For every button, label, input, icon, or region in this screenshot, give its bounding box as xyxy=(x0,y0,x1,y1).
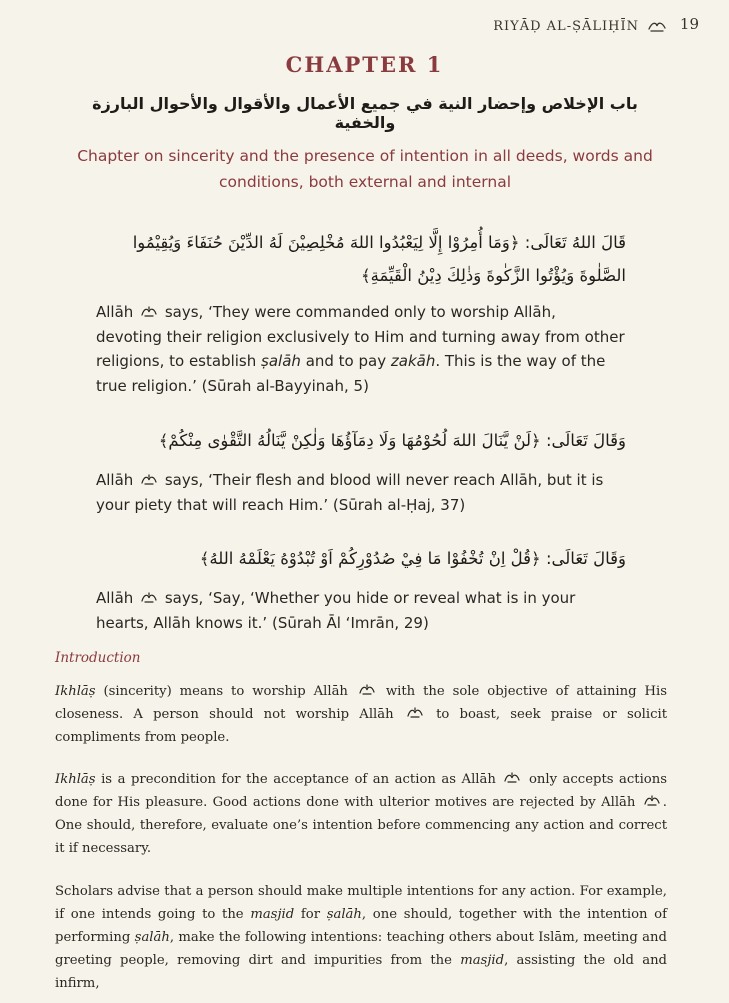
verse-3-arabic: وَقَالَ تَعَالَى: ﴿قُلْ اِنْ تُخْفُوْا مَا فِيْ صُدُوْرِكُمْ اَوْ تُبْدُوْهُ يَعْلَمْهُ اللهُ﴾ xyxy=(199,549,626,568)
paragraph-text: , make the following intentions: teaching others about Islām, meeting and greeting people, removing dirt and impurities from the xyxy=(55,930,667,968)
honorific-icon xyxy=(643,795,661,807)
term-masjid: masjid xyxy=(250,907,295,922)
introduction-heading: Introduction xyxy=(55,650,141,666)
paragraph-text: (sincerity) means to worship Allāh xyxy=(103,684,348,699)
translation-text: says, ‘They were commanded only to worship Allāh, devoting their religion exclusively to Him and turning away from other religions, to establish xyxy=(96,303,625,370)
paragraph-text: Scholars advise that a person should make multiple intentions for any action. For example, if one intends going to the xyxy=(55,884,667,922)
verse-2-arabic: وَقَالَ تَعَالَى: ﴿لَنْ يَّنَالَ اللهَ لُحُوْمُهَا وَلَا دِمَآؤُهَا وَلٰكِنْ يَّنَالُهُ التَّقْوٰى مِنْكُمْ﴾ xyxy=(158,431,626,450)
verse-1-translation xyxy=(96,300,626,398)
verse-3-translation xyxy=(96,586,626,635)
running-title: RIYĀḌ AL-ṢĀLIḤĪN xyxy=(493,18,639,34)
honorific-icon xyxy=(503,772,521,784)
chapter-subtitle: Chapter on sincerity and the presence of intention in all deeds, words and conditions, both external and internal xyxy=(77,147,653,191)
translation-text: says, ‘Say, ‘Whether you hide or reveal what is in your hearts, Allāh knows it.’ (Sūrah Āl ‘Imrān, 29) xyxy=(96,589,576,632)
honorific-icon xyxy=(358,684,376,696)
introduction-paragraph-2 xyxy=(55,768,667,860)
allah-text: Allāh xyxy=(96,303,134,321)
paragraph-text: for xyxy=(300,907,321,922)
translation-text: says, ‘Their flesh and blood will never reach Allāh, but it is your piety that will reach Him.’ (Sūrah al-Ḥaj, 37) xyxy=(96,471,604,514)
paragraph-text: is a precondition for the acceptance of an action as Allāh xyxy=(101,772,496,787)
paragraph-text: , one should, together with the intention of performing xyxy=(55,907,667,945)
introduction-paragraph-1 xyxy=(55,680,667,749)
honorific-icon xyxy=(140,306,158,318)
translation-text: . This is the way of the true religion.’ (Sūrah al-Bayyinah, 5) xyxy=(96,352,606,395)
paragraph-text: only accepts actions done for His pleasure. Good actions done with ulterior motives are rejected by Allāh xyxy=(55,772,667,810)
paragraph-text: to boast, seek praise or solicit compliments from people. xyxy=(55,707,667,745)
paragraph-text: with the sole objective of attaining His closeness. A person should not worship Allāh xyxy=(55,684,668,722)
honorific-icon xyxy=(406,707,424,719)
calligraphy-seal-icon xyxy=(647,19,667,33)
chapter-arabic-title: باب الإخلاص وإحضار النية في جميع الأعمال والأقوال والأحوال البارزة والخفية xyxy=(92,94,638,132)
translation-text: and to pay xyxy=(305,352,387,370)
verse-2-translation xyxy=(96,468,626,517)
term-masjid: masjid xyxy=(460,953,505,968)
chapter-title: CHAPTER 1 xyxy=(285,52,444,77)
honorific-icon xyxy=(140,474,158,486)
term-ikhlas: Ikhlāṣ xyxy=(55,684,96,699)
introduction-paragraph-3 xyxy=(55,880,667,995)
paragraph-text: , assisting the old and infirm, xyxy=(55,953,668,991)
term-salah: ṣalāh xyxy=(326,907,362,922)
honorific-icon xyxy=(140,592,158,604)
allah-text: Allāh xyxy=(96,471,134,489)
term-salah: ṣalāh xyxy=(134,930,170,945)
page-number: 19 xyxy=(679,15,699,33)
running-head xyxy=(493,14,667,38)
term-zakah: zakāh xyxy=(390,352,436,370)
term-salah: ṣalāh xyxy=(261,352,301,370)
term-ikhlas: Ikhlāṣ xyxy=(55,772,96,787)
allah-text: Allāh xyxy=(96,589,134,607)
verse-1-arabic: قَالَ اللهُ تَعَالَى: ﴿وَمَا أُمِرُوْا إِلَّا لِيَعْبُدُوا اللهَ مُخْلِصِيْنَ لَهُ الدِّيْنَ حُنَفَاءَ وَيُقِيْمُوا الصَّلٰوةَ وَيُؤْتُوا الزَّكٰوةَ وَذٰلِكَ دِيْنُ الْقَيِّمَةِ﴾ xyxy=(132,233,626,285)
paragraph-text: . One should, therefore, evaluate one’s intention before commencing any action and correct it if necessary. xyxy=(55,795,667,856)
